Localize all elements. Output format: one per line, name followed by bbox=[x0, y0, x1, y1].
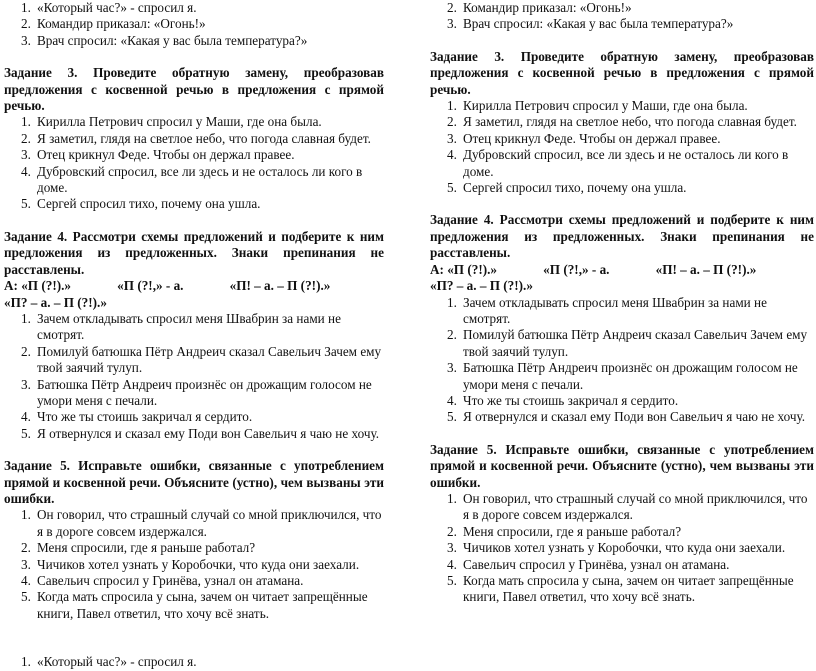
list-item: 2. Командир приказал: «Огонь!» bbox=[447, 0, 632, 15]
list-item: 5. Когда мать спросила у сына, зачем он читает запрещённые книги, Павел ответил, что хочу всё знать. bbox=[447, 573, 794, 605]
task4-schema-line-2: «П? – а. – П (?!).» bbox=[430, 278, 533, 294]
list-item: 4. Дубровский спросил, все ли здесь и не осталось ли кого в доме. bbox=[447, 147, 789, 179]
task4-heading: Задание 4. Рассмотри схемы предложений и подберите к ним предложения из предложенных. Знаки препинания не расставлены. bbox=[4, 228, 384, 277]
list-item: 3. Врач спросил: «Какая у вас была температура?» bbox=[21, 32, 308, 48]
list-item: 4. Что же ты стоишь закричал я сердито. bbox=[447, 392, 679, 408]
task5-heading: Задание 5. Исправьте ошибки, связанные с употреблением прямой и косвенной речи. Объясните (устно), чем вызваны эти ошибки. bbox=[430, 441, 814, 490]
list-item: 4. Что же ты стоишь закричал я сердито. bbox=[21, 409, 253, 425]
list-item: 3. Врач спросил: «Какая у вас была температура?» bbox=[447, 16, 734, 32]
list-item: 2. Я заметил, глядя на светлое небо, что погода славная будет. bbox=[21, 130, 371, 146]
list-item: 3. Батюшка Пётр Андреич произнёс он дрожащим голосом не умори меня с печали. bbox=[21, 376, 372, 408]
list-item: 1. «Который час?» - спросил я. bbox=[21, 0, 197, 15]
list-item: 5. Я отвернулся и сказал ему Поди вон Савельич я чаю не хочу. bbox=[447, 409, 806, 425]
list-item: 3. Отец крикнул Феде. Чтобы он держал правее. bbox=[21, 147, 295, 163]
list-item: 1. Он говорил, что страшный случай со мной приключился, что я в дороге совсем издержался. bbox=[447, 490, 808, 523]
list-item: 2. Помилуй батюшка Пётр Андреич сказал Савельич Зачем ему твой заячий тулуп. bbox=[21, 343, 382, 376]
list-item: 5. Сергей спросил тихо, почему она ушла. bbox=[447, 180, 687, 196]
task4-schema-line-1: А: «П (?!).» «П (?!,» - а. «П! – а. – П (?!).» bbox=[4, 278, 331, 294]
list-item: 2. Меня спросили, где я раньше работал? bbox=[21, 540, 256, 556]
task4-heading: Задание 4. Рассмотри схемы предложений и подберите к ним предложения из предложенных. Знаки препинания не расставлены. bbox=[430, 212, 814, 261]
task4-schema-line-1: А: «П (?!).» «П (?!,» - а. «П! – а. – П (?!).» bbox=[430, 261, 757, 277]
right-top-list bbox=[430, 0, 814, 33]
left-top-list bbox=[4, 0, 384, 49]
list-item: 4. Савельич спросил у Гринёва, узнал он атамана. bbox=[21, 573, 304, 588]
list-item: 1. «Который час?» - спросил я. bbox=[21, 654, 197, 670]
list-item: 3. Чичиков хотел узнать у Коробочки, что куда они заехали. bbox=[447, 540, 786, 556]
list-item: 1. Зачем откладывать спросил меня Швабрин за нами не смотрят. bbox=[447, 294, 767, 326]
list-item: 4. Савельич спросил у Гринёва, узнал он атамана. bbox=[447, 556, 730, 572]
list-item: 1. Зачем откладывать спросил меня Швабрин за нами не смотрят. bbox=[21, 310, 341, 343]
list-item: 3. Чичиков хотел узнать у Коробочки, что куда они заехали. bbox=[21, 556, 360, 572]
task3-heading: Задание 3. Проведите обратную замену, преобразовав предложения с косвенной речью в предложения с прямой речью. bbox=[4, 65, 384, 114]
list-item: 3. Отец крикнул Феде. Чтобы он держал правее. bbox=[447, 130, 721, 146]
task5-list bbox=[430, 491, 814, 606]
task4-list bbox=[430, 295, 814, 426]
list-item: 2. Меня спросили, где я раньше работал? bbox=[447, 523, 682, 539]
list-item: 2. Я заметил, глядя на светлое небо, что погода славная будет. bbox=[447, 114, 797, 130]
task4-list bbox=[4, 311, 384, 442]
task4-schema-line-2: «П? – а. – П (?!).» bbox=[4, 294, 107, 310]
list-item: 2. Командир приказал: «Огонь!» bbox=[21, 16, 206, 32]
task3-heading: Задание 3. Проведите обратную замену, преобразовав предложения с косвенной речью в предложения с прямой речью. bbox=[430, 48, 814, 97]
left-bottom-list bbox=[4, 654, 384, 670]
right-column bbox=[430, 0, 814, 606]
list-item: 3. Батюшка Пётр Андреич произнёс он дрожащим голосом не умори меня с печали. bbox=[447, 360, 798, 392]
task5-heading: Задание 5. Исправьте ошибки, связанные с употреблением прямой и косвенной речи. Объясните (устно), чем вызваны эти ошибки. bbox=[4, 458, 384, 506]
list-item: 1. Кирилла Петрович спросил у Маши, где она была. bbox=[447, 98, 748, 114]
task5-list bbox=[4, 507, 384, 622]
list-item: 2. Помилуй батюшка Пётр Андреич сказал Савельич Зачем ему твой заячий тулуп. bbox=[447, 327, 808, 359]
list-item: 4. Дубровский спросил, все ли здесь и не осталось ли кого в доме. bbox=[21, 163, 363, 196]
list-item: 5. Сергей спросил тихо, почему она ушла. bbox=[21, 196, 261, 212]
list-item: 5. Я отвернулся и сказал ему Поди вон Савельич я чаю не хочу. bbox=[21, 425, 380, 441]
task3-list bbox=[4, 114, 384, 212]
left-column bbox=[4, 0, 384, 671]
list-item: 1. Он говорил, что страшный случай со мной приключился, что я в дороге совсем издержался. bbox=[21, 507, 382, 539]
list-item: 1. Кирилла Петрович спросил у Маши, где она была. bbox=[21, 114, 322, 130]
task3-list bbox=[430, 98, 814, 196]
list-item: 5. Когда мать спросила у сына, зачем он читает запрещённые книги, Павел ответил, что хочу всё знать. bbox=[21, 589, 368, 621]
